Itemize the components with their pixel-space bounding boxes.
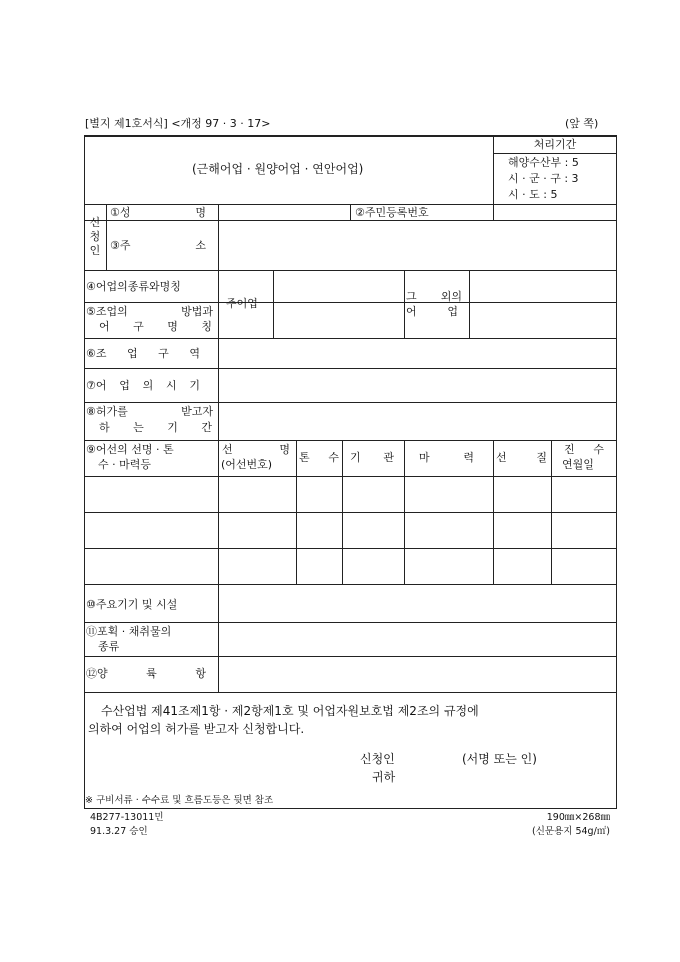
vessel-number-header: (어선번호) bbox=[221, 458, 273, 471]
catch-label-line1: ⑪포획 · 채취물의 bbox=[86, 625, 172, 638]
rule bbox=[404, 440, 405, 585]
form-code: 4B277-13011민 bbox=[90, 812, 164, 823]
method-label-line1: ⑤조업의 방법과 bbox=[86, 305, 213, 318]
permit-period-label-line1: ⑧허가를 받고자 bbox=[86, 405, 213, 418]
page-side-label: (앞 쪽) bbox=[565, 117, 599, 130]
rule bbox=[296, 440, 297, 585]
processing-line: 시 · 도 : 5 bbox=[508, 188, 558, 201]
name-label: ①성 명 bbox=[110, 206, 206, 219]
statement-line2: 의하여 어업의 허가를 받고자 신청합니다. bbox=[88, 722, 305, 736]
rule bbox=[218, 584, 219, 693]
vessel-row-label-line1: ⑨어선의 선명 · 톤 bbox=[86, 443, 174, 456]
rule bbox=[84, 270, 617, 271]
rule bbox=[404, 270, 405, 339]
paper-type: (신문용지 54g/㎡) bbox=[532, 826, 610, 837]
rule bbox=[218, 220, 219, 271]
approval-date: 91.3.27 승인 bbox=[90, 826, 148, 837]
fishery-type-label: ④어업의종류와명칭 bbox=[86, 280, 181, 293]
applicant-sign-label: 신청인 bbox=[360, 752, 395, 766]
rule bbox=[350, 204, 351, 221]
method-label-line2: 어 구 명 칭 bbox=[99, 320, 212, 333]
processing-line: 시 · 군 · 구 : 3 bbox=[508, 172, 579, 185]
vessel-name-header: 선 명 bbox=[222, 443, 290, 456]
hull-material-header: 선 질 bbox=[496, 451, 547, 464]
processing-period-label: 처리기간 bbox=[533, 138, 577, 151]
rule bbox=[218, 270, 219, 339]
rule bbox=[218, 338, 219, 441]
vessel-row-label-line2: 수 · 마력등 bbox=[98, 458, 151, 471]
signature-label: (서명 또는 인) bbox=[462, 752, 537, 766]
rule bbox=[84, 338, 617, 339]
rule bbox=[84, 440, 617, 441]
rule bbox=[84, 548, 617, 549]
rule bbox=[84, 302, 617, 303]
main-fishery-label: 주어업 bbox=[226, 297, 258, 310]
rule bbox=[84, 656, 617, 657]
rule bbox=[469, 270, 470, 339]
horsepower-header: 마 력 bbox=[419, 451, 474, 464]
tonnage-header: 톤 수 bbox=[299, 451, 339, 464]
form-title: (근해어업 · 원양어업 · 연안어업) bbox=[192, 162, 364, 176]
rule bbox=[84, 622, 617, 623]
paper-size: 190㎜×268㎜ bbox=[546, 812, 610, 823]
rule bbox=[106, 204, 107, 271]
rule bbox=[493, 153, 617, 154]
rule bbox=[218, 204, 219, 221]
fishing-season-label: ⑦어 업 의 시 기 bbox=[86, 379, 200, 392]
rule bbox=[342, 440, 343, 585]
rule bbox=[493, 440, 494, 585]
applicant-side-label: 신 청 인 bbox=[89, 216, 101, 257]
rule bbox=[84, 584, 617, 585]
form-top-border bbox=[84, 135, 617, 137]
equipment-label: ⑩주요기기 및 시설 bbox=[86, 598, 178, 611]
rule bbox=[551, 440, 552, 585]
catch-label-line2: 종류 bbox=[98, 640, 120, 653]
resident-number-label: ②주민등록번호 bbox=[355, 206, 429, 219]
rule bbox=[84, 368, 617, 369]
form-reference: [별지 제1호서식] <개정 97 · 3 · 17> bbox=[85, 117, 271, 130]
rule bbox=[273, 270, 274, 339]
attachment-note: ※ 구비서류 · 수수료 및 흐름도등은 뒷면 참조 bbox=[85, 795, 274, 806]
addressee-label: 귀하 bbox=[372, 770, 396, 784]
engine-header: 기 관 bbox=[350, 451, 394, 464]
statement-line1: 수산업법 제41조제1항 · 제2항제1호 및 어업자원보호법 제2조의 규정에 bbox=[101, 704, 479, 718]
address-label: ③주 소 bbox=[110, 239, 206, 252]
form-right-border bbox=[616, 135, 617, 809]
launch-date-header-line2: 연월일 bbox=[562, 458, 594, 471]
fishing-area-label: ⑥조 업 구 역 bbox=[86, 347, 200, 360]
launch-date-header-line1: 진 수 bbox=[564, 443, 604, 456]
rule bbox=[84, 512, 617, 513]
rule bbox=[84, 476, 617, 477]
landing-port-label: ⑫양 륙 항 bbox=[86, 667, 206, 680]
rule bbox=[218, 440, 219, 585]
permit-period-label-line2: 하 는 기 간 bbox=[99, 421, 212, 434]
rule bbox=[84, 692, 617, 693]
other-fishery-label-line2: 어 업 bbox=[406, 305, 458, 318]
other-fishery-label-line1: 그 외의 bbox=[406, 290, 462, 303]
form-bottom-border bbox=[84, 808, 617, 809]
processing-line: 해양수산부 : 5 bbox=[508, 156, 579, 169]
rule bbox=[84, 402, 617, 403]
